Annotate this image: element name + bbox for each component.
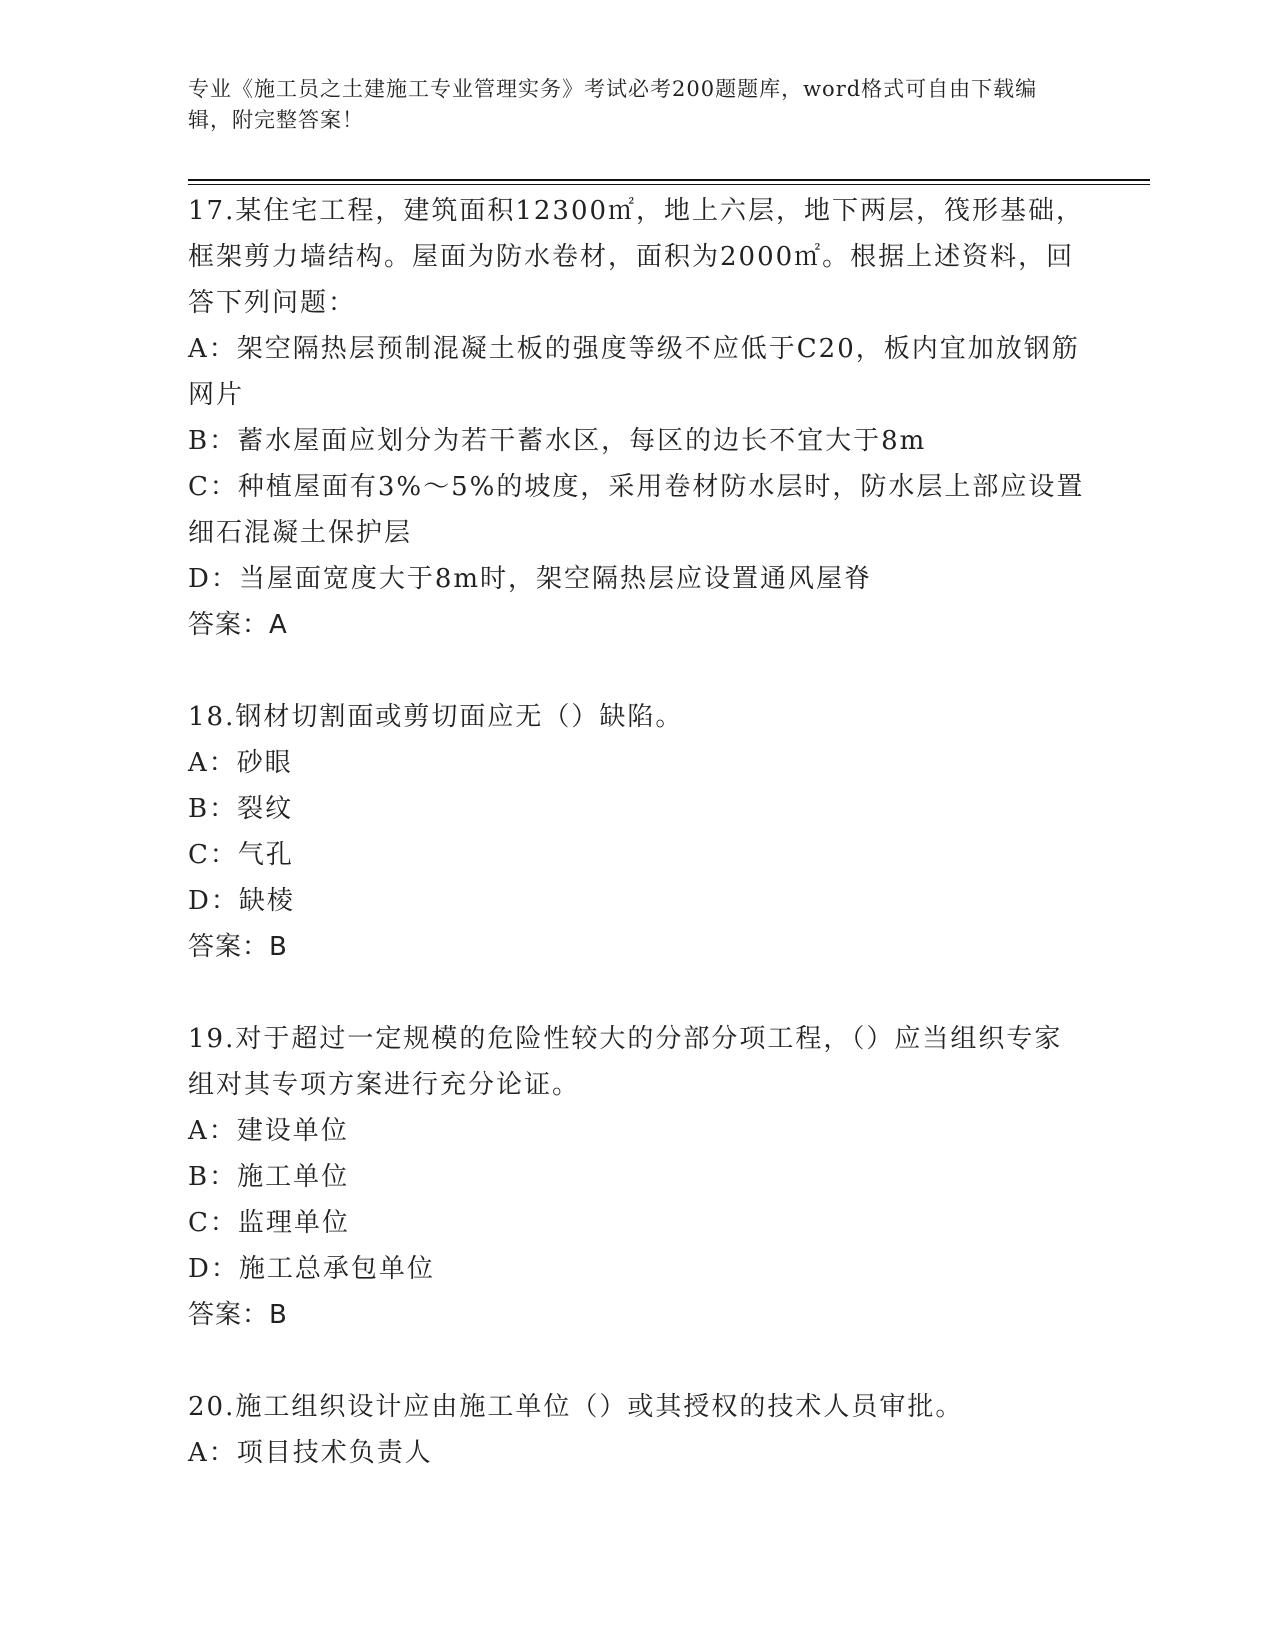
option-d: D：当屋面宽度大于8m时，架空隔热层应设置通风屋脊 bbox=[188, 564, 873, 594]
header-divider-thin bbox=[188, 184, 1150, 185]
option-b: B：施工单位 bbox=[188, 1162, 350, 1192]
option-a: A：架空隔热层预制混凝土板的强度等级不应低于C20，板内宜加放钢筋网片 bbox=[188, 334, 1080, 410]
answer-label: 答案：A bbox=[188, 610, 288, 640]
question-19 bbox=[188, 1016, 1088, 1338]
option-d: D：缺棱 bbox=[188, 886, 295, 916]
document-header: 专业《施工员之土建施工专业管理实务》考试必考200题题库，word格式可自由下载编辑，附完整答案！ bbox=[188, 77, 1038, 132]
question-17 bbox=[188, 188, 1088, 648]
answer-label: 答案：B bbox=[188, 932, 288, 962]
option-a: A：砂眼 bbox=[188, 748, 293, 778]
option-b: B：蓄水屋面应划分为若干蓄水区，每区的边长不宜大于8m bbox=[188, 426, 927, 456]
option-c: C：监理单位 bbox=[188, 1208, 350, 1238]
question-18 bbox=[188, 694, 1088, 970]
question-text: 19.对于超过一定规模的危险性较大的分部分项工程，（）应当组织专家组对其专项方案进行充分论证。 bbox=[188, 1024, 1063, 1100]
question-20 bbox=[188, 1384, 1088, 1476]
question-text: 17.某住宅工程，建筑面积12300㎡，地上六层，地下两层，筏形基础，框架剪力墙结构。屋面为防水卷材，面积为2000㎡。根据上述资料，回答下列问题： bbox=[188, 196, 1085, 318]
option-c: C：气孔 bbox=[188, 840, 294, 870]
question-list bbox=[188, 188, 1088, 1522]
option-d: D：施工总承包单位 bbox=[188, 1254, 435, 1284]
option-b: B：裂纹 bbox=[188, 794, 294, 824]
option-c: C：种植屋面有3%～5%的坡度，采用卷材防水层时，防水层上部应设置细石混凝土保护层 bbox=[188, 472, 1085, 548]
question-text: 18.钢材切割面或剪切面应无（）缺陷。 bbox=[188, 702, 684, 732]
answer-label: 答案：B bbox=[188, 1300, 288, 1330]
question-text: 20.施工组织设计应由施工单位（）或其授权的技术人员审批。 bbox=[188, 1392, 964, 1422]
option-a: A：建设单位 bbox=[188, 1116, 349, 1146]
option-a: A：项目技术负责人 bbox=[188, 1438, 433, 1468]
header-divider-thick bbox=[188, 179, 1150, 181]
